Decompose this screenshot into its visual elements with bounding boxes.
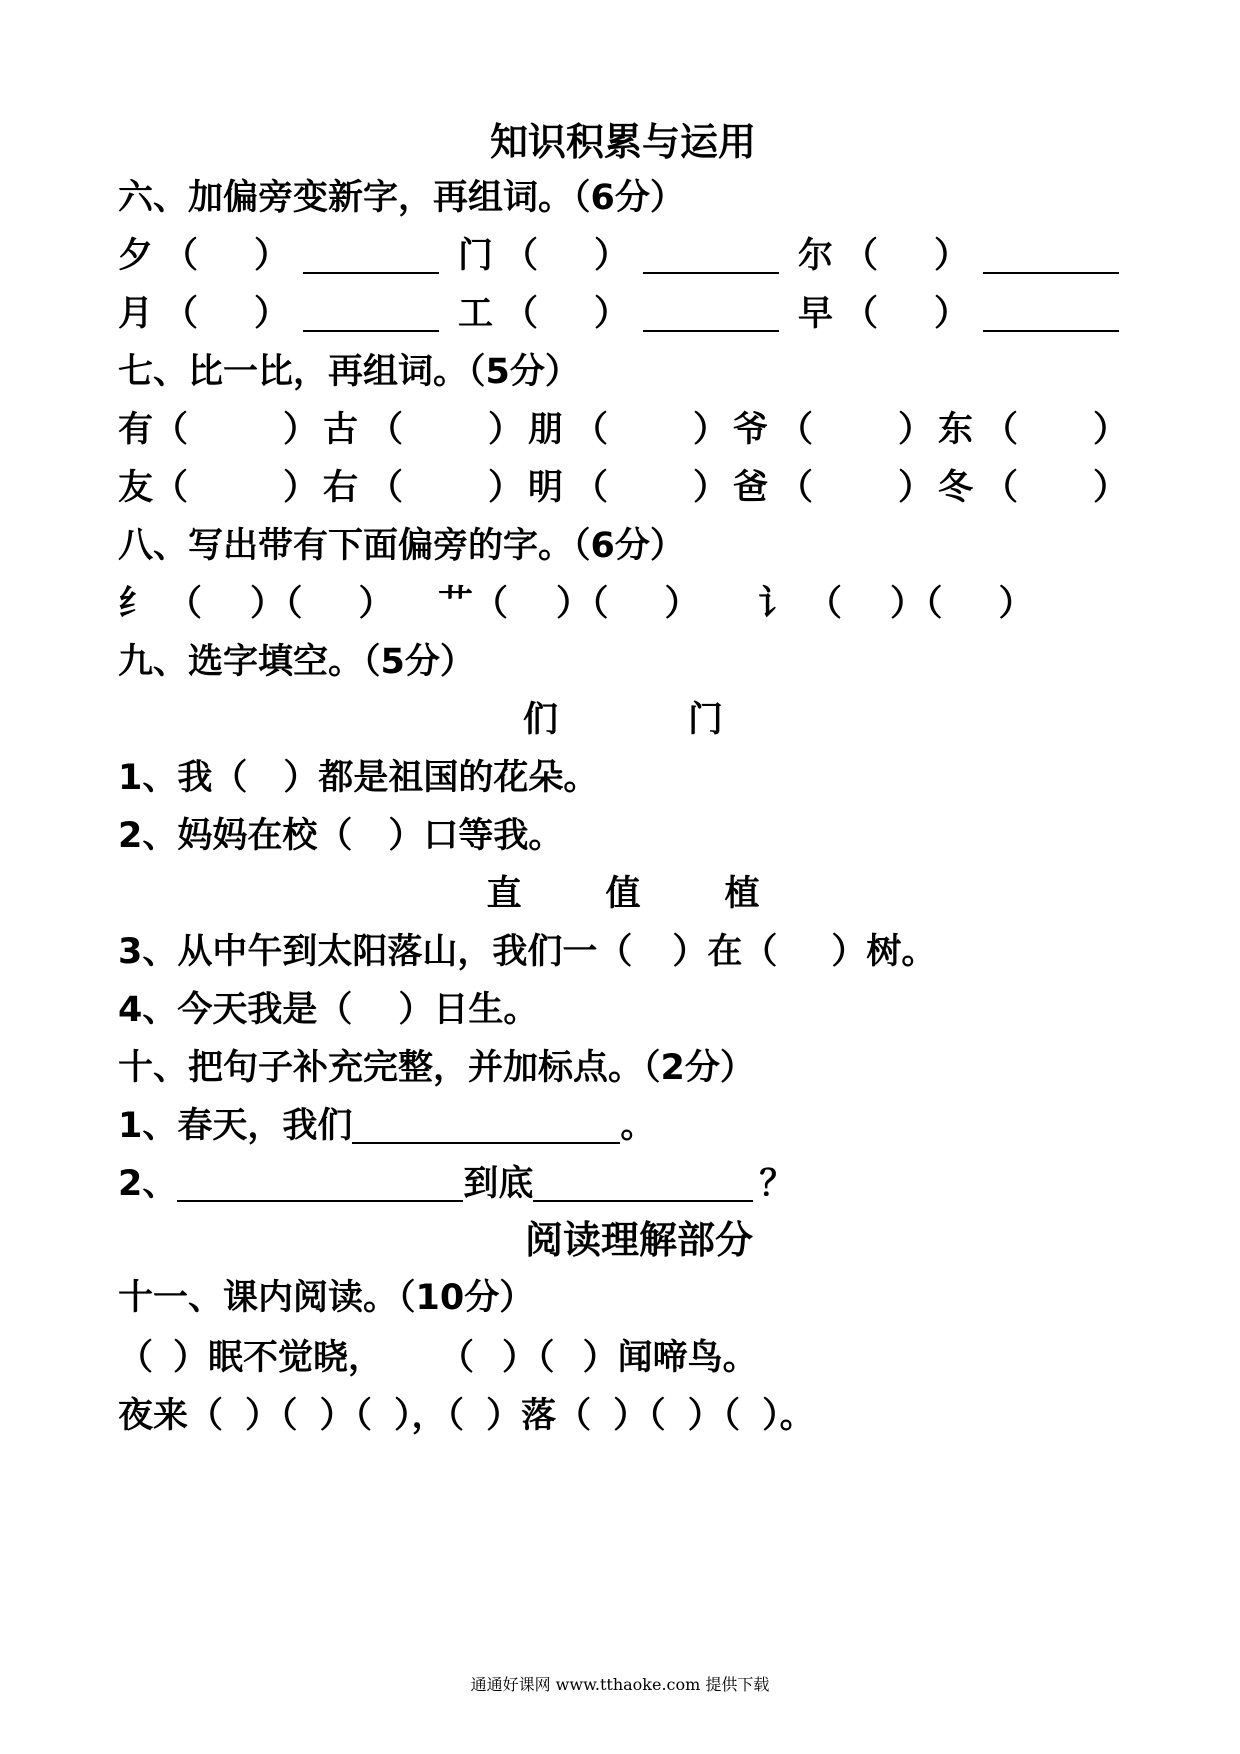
choice-char: 们 [522, 700, 558, 740]
q8-radical: 艹 [438, 584, 474, 624]
q7-item: 明 （ ） [528, 464, 733, 512]
q11-heading: 十一、课内阅读。（10分） [118, 1278, 535, 1318]
sentence-text: 2、 [118, 1164, 178, 1204]
q10-sentence-1 [118, 1102, 1128, 1150]
q8-heading: 八、写出带有下面偏旁的字。（6分） [118, 526, 685, 566]
q7-item: 右 （ ） [323, 464, 528, 512]
q7-char: 右 [323, 468, 359, 508]
sentence-text: 。 [620, 1106, 656, 1146]
answer-blank[interactable] [177, 1166, 463, 1202]
q8-radical: 纟 [118, 584, 154, 624]
q6-item: 月 （ ） [118, 290, 458, 338]
q9-sentence-3 [118, 928, 1128, 976]
q7-item: 爸 （ ） [733, 464, 938, 512]
poem-text: （ [439, 1338, 475, 1378]
answer-blank[interactable] [643, 238, 779, 274]
sentence-text: ）树。 [831, 932, 937, 972]
q7-item: 朋 （ ） [528, 406, 733, 454]
q6-char: 月 [118, 294, 154, 334]
answer-blank[interactable] [983, 238, 1119, 274]
poem-text: ）（ [687, 1396, 741, 1436]
q9-sentence-1 [118, 754, 1128, 802]
sentence-text: ）都是祖国的花朵。 [283, 758, 599, 798]
sentence-text: 3、从中午到太阳落山，我们一（ [118, 932, 633, 972]
poem-text: （ [118, 1338, 154, 1378]
q6-char: 工 [458, 294, 494, 334]
q10-sentence-2 [118, 1160, 1128, 1208]
sentence-text: ？ [759, 1164, 795, 1204]
poem-text: ）。 [762, 1396, 815, 1436]
q6-char: 早 [798, 294, 834, 334]
section-title: 知识积累与运用 [489, 120, 756, 164]
q6-char: 夕 [118, 236, 154, 276]
sentence-text: 1、春天，我们 [118, 1106, 353, 1146]
q7-char: 爸 [733, 468, 769, 508]
q7-char: 冬 [938, 468, 974, 508]
q7-char: 有 [118, 410, 154, 450]
poem-text: ）落（ [486, 1396, 592, 1436]
answer-blank[interactable] [303, 296, 439, 332]
q9-choices-1 [118, 696, 1128, 744]
q10-heading: 十、把句子补充完整，并加标点。（2分） [118, 1048, 755, 1088]
q7-char: 友 [118, 468, 154, 508]
choice-char: 门 [688, 700, 724, 740]
q7-char: 爷 [733, 410, 769, 450]
answer-blank[interactable] [352, 1108, 620, 1144]
q7-char: 古 [323, 410, 359, 450]
sentence-text: 1、我（ [118, 758, 248, 798]
sentence-text: ）日生。 [398, 990, 539, 1030]
q9-sentence-2 [118, 812, 1128, 860]
answer-blank[interactable] [533, 1166, 753, 1202]
choice-char: 值 [605, 874, 641, 914]
q9-sentence-4 [118, 986, 1128, 1034]
sentence-text: 4、今天我是（ [118, 990, 353, 1030]
choice-char: 植 [724, 874, 760, 914]
answer-blank[interactable] [983, 296, 1119, 332]
q11-line-2 [118, 1392, 1128, 1440]
answer-blank[interactable] [643, 296, 779, 332]
q7-row-2 [118, 464, 1128, 512]
poem-text: ）（ [613, 1396, 666, 1436]
q6-item: 工 （ ） [458, 290, 798, 338]
q11-line-1 [118, 1334, 1128, 1382]
q7-item: 古 （ ） [323, 406, 528, 454]
sentence-text: 2、妈妈在校（ [118, 816, 353, 856]
poem-text: ）（ [319, 1396, 373, 1436]
sentence-text: 到底 [463, 1164, 534, 1204]
sentence-text: ）在（ [672, 932, 778, 972]
q6-item: 门 （ ） [458, 232, 798, 280]
q8-item: 纟 （ ）（ ） [118, 580, 438, 628]
q9-heading: 九、选字填空。（5分） [118, 642, 475, 682]
q6-item: 尔 （ ） [798, 232, 1128, 280]
q6-heading: 六、加偏旁变新字，再组词。（6分） [118, 178, 685, 218]
footer-credit: 通通好课网 www.tthaoke.com 提供下载 [470, 1675, 770, 1694]
sentence-text: ）口等我。 [388, 816, 564, 856]
choice-char: 直 [486, 874, 522, 914]
poem-text: 夜来（ [118, 1396, 224, 1436]
poem-text: ）（ [502, 1338, 555, 1378]
q7-item: 冬 （ ） [938, 464, 1128, 512]
q7-item: 有 （ ） [118, 406, 323, 454]
q7-item: 友 （ ） [118, 464, 323, 512]
q6-item: 夕 （ ） [118, 232, 458, 280]
q6-row-1 [118, 232, 1128, 280]
q8-item: 艹 （ ）（ ） [438, 580, 758, 628]
q6-char: 尔 [798, 236, 834, 276]
q8-row [118, 580, 1128, 628]
q6-char: 门 [458, 236, 494, 276]
q6-row-2 [118, 290, 1128, 338]
q8-item: 讠 （ ）（ ） [758, 580, 1078, 628]
q7-item: 东 （ ） [938, 406, 1128, 454]
reading-title: 阅读理解部分 [524, 1218, 753, 1262]
q8-radical: 讠 [758, 584, 794, 624]
poem-text: ），（ [394, 1396, 465, 1436]
poem-text: ）（ [245, 1396, 298, 1436]
q7-item: 爷 （ ） [733, 406, 938, 454]
q7-heading: 七、比一比，再组词。（5分） [118, 352, 580, 392]
q7-row-1 [118, 406, 1128, 454]
answer-blank[interactable] [303, 238, 439, 274]
q6-item: 早 （ ） [798, 290, 1128, 338]
q7-char: 明 [528, 468, 564, 508]
poem-text: ）闻啼鸟。 [582, 1338, 758, 1378]
poem-text: ）眠不觉晓， [173, 1338, 384, 1378]
q7-char: 东 [938, 410, 974, 450]
q9-choices-2 [118, 870, 1128, 918]
q7-char: 朋 [528, 410, 564, 450]
